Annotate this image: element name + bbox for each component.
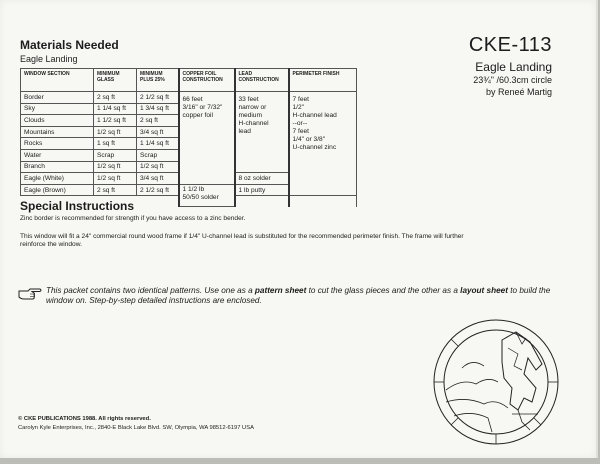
- plus-cell: 1 1/4 sq ft: [137, 138, 179, 150]
- perimeter-cell: 7 feet 1/2" H-channel lead --or-- 7 feet 1/4" or 3/8" U-channel zinc: [289, 92, 357, 196]
- glass-cell: 1 sq ft: [94, 138, 137, 150]
- section-cell: Rocks: [21, 138, 94, 150]
- note-bold-pattern-sheet: pattern sheet: [254, 286, 307, 295]
- section-cell: Border: [21, 92, 94, 104]
- glass-cell: Scrap: [94, 149, 137, 161]
- copper-solder-cell: 1 1/2 lb 50/50 solder: [179, 184, 235, 207]
- section-cell: Eagle (White): [21, 173, 94, 185]
- plus-cell: 3/4 sq ft: [137, 173, 179, 185]
- filler-cell: [235, 196, 289, 207]
- glass-cell: 1 1/4 sq ft: [94, 103, 137, 115]
- table-header-row: [21, 69, 357, 92]
- header-window-section: WINDOW SECTION: [21, 69, 94, 92]
- lead-putty-cell: 1 lb putty: [235, 184, 289, 196]
- plus-cell: 2 1/2 sq ft: [137, 92, 179, 104]
- section-cell: Sky: [21, 103, 94, 115]
- plus-cell: 1/2 sq ft: [137, 161, 179, 173]
- special-instruction-1: Zinc border is recommended for strength if you have access to a zinc bender.: [20, 215, 246, 222]
- filler-cell: [289, 196, 357, 207]
- section-cell: Branch: [21, 161, 94, 173]
- materials-table: [20, 68, 357, 207]
- filler-cell: [137, 196, 179, 207]
- section-cell: Mountains: [21, 126, 94, 138]
- pattern-author: by Reneé Martig: [485, 87, 552, 97]
- plus-cell: 1 3/4 sq ft: [137, 103, 179, 115]
- glass-cell: 2 sq ft: [94, 92, 137, 104]
- eagle-emblem-image: [432, 318, 560, 446]
- special-instructions-title: Special Instructions: [20, 199, 135, 213]
- glass-cell: 1/2 sq ft: [94, 161, 137, 173]
- header-copper-foil: COPPER FOIL CONSTRUCTION: [179, 69, 235, 92]
- copyright-text: © CKE PUBLICATIONS 1988. All rights reserved.: [18, 416, 151, 422]
- plus-cell: Scrap: [137, 149, 179, 161]
- glass-cell: 1 1/2 sq ft: [94, 115, 137, 127]
- note-bold-layout-sheet: layout sheet: [460, 286, 508, 295]
- lead-solder-cell: 8 oz solder: [235, 173, 289, 185]
- plus-cell: 2 1/2 sq ft: [137, 184, 179, 196]
- pattern-size: 23¾" /60.3cm circle: [473, 75, 552, 85]
- glass-cell: 1/2 sq ft: [94, 173, 137, 185]
- section-cell: Water: [21, 149, 94, 161]
- materials-subtitle: Eagle Landing: [20, 54, 78, 64]
- special-instruction-2: This window will fit a 24" commercial round wood frame if 1/4" U-channel lead is substituted for the recommended perimeter finish. The frame will further reinforce the window.: [20, 233, 464, 248]
- section-cell: Clouds: [21, 115, 94, 127]
- packet-note: [46, 286, 566, 306]
- pattern-code: CKE-113: [468, 34, 552, 56]
- copper-foil-cell: 66 feet 3/16" or 7/32" copper foil: [179, 92, 235, 185]
- note-text-1: This packet contains two identical patterns. Use one as a: [46, 286, 255, 295]
- section-cell: Eagle (Brown): [21, 184, 94, 196]
- plus-cell: 3/4 sq ft: [137, 126, 179, 138]
- glass-cell: 1/2 sq ft: [94, 126, 137, 138]
- header-perimeter: PERIMETER FINISH: [289, 69, 357, 92]
- lead-cell: 33 feet narrow or medium H-channel lead: [235, 92, 289, 173]
- pattern-name: Eagle Landing: [475, 60, 552, 74]
- plus-cell: 2 sq ft: [137, 115, 179, 127]
- header-lead: LEAD CONSTRUCTION: [235, 69, 289, 92]
- header-minimum-glass: MINIMUM GLASS: [94, 69, 137, 92]
- glass-cell: 2 sq ft: [94, 184, 137, 196]
- header-minimum-plus: MINIMUM PLUS 25%: [137, 69, 179, 92]
- pointing-hand-icon: [18, 287, 42, 301]
- note-text-2: to cut the glass pieces and the other as a: [306, 286, 461, 295]
- publisher-address: Carolyn Kyle Enterprises, Inc., 2840-E Black Lake Blvd. SW, Olympia, WA 98512-6197 USA: [18, 425, 254, 431]
- note-text-3: to build the window on. Step-by-step detailed instructions are enclosed.: [46, 286, 551, 305]
- table-row: [21, 92, 357, 104]
- materials-title: Materials Needed: [20, 38, 119, 52]
